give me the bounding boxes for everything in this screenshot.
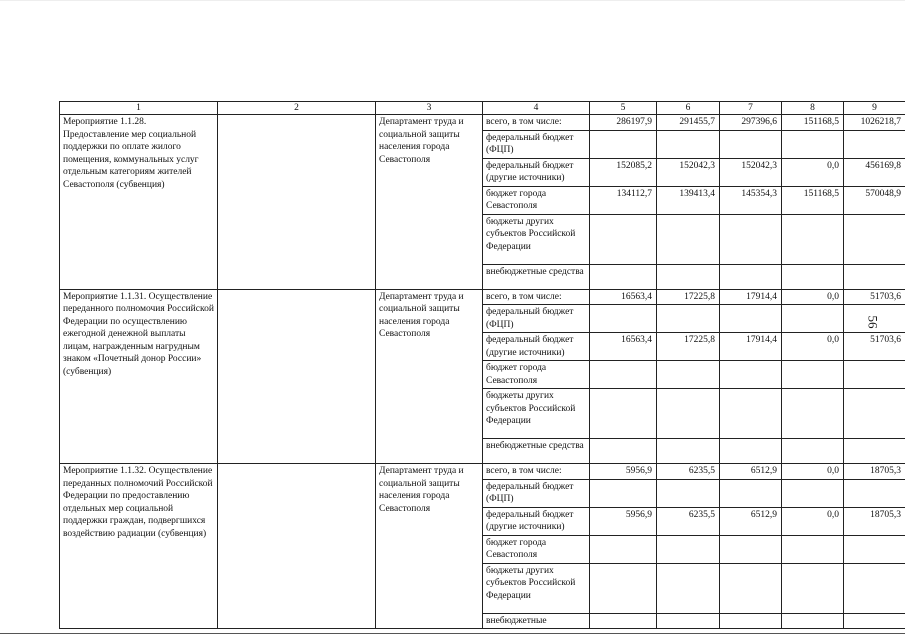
- value-col8: [782, 305, 844, 333]
- value-col6: [657, 535, 720, 563]
- column-header: 8: [782, 102, 844, 115]
- funding-source: внебюджетные средства: [483, 264, 590, 289]
- value-col6: [657, 613, 720, 629]
- funding-source: всего, в том числе:: [483, 289, 590, 305]
- value-col6: 6235,5: [657, 464, 720, 480]
- value-col6: [657, 130, 720, 158]
- activity-title: Мероприятие 1.1.32. Осуществление переданных полномочий Российской Федерации по предоставлению отдельных мер социальной поддержки граждан, подвергшихся воздействию радиации (субвенция): [60, 464, 218, 629]
- funding-source: федеральный бюджет (ФЦП): [483, 479, 590, 507]
- activity-col2: [218, 289, 376, 464]
- activity-executor: Департамент труда и социальной защиты населения города Севастополя: [376, 289, 483, 464]
- value-col5: [590, 479, 657, 507]
- value-col6: [657, 214, 720, 264]
- activity-executor: Департамент труда и социальной защиты населения города Севастополя: [376, 115, 483, 290]
- funding-source: федеральный бюджет (ФЦП): [483, 305, 590, 333]
- funding-source: всего, в том числе:: [483, 464, 590, 480]
- value-col9: 18705,3: [844, 507, 905, 535]
- activity-col2: [218, 115, 376, 290]
- funding-source: бюджет города Севастополя: [483, 535, 590, 563]
- value-col7: [720, 361, 782, 389]
- funding-source: федеральный бюджет (другие источники): [483, 507, 590, 535]
- value-col5: [590, 613, 657, 629]
- value-col8: 0,0: [782, 464, 844, 480]
- activity-title: Мероприятие 1.1.31. Осуществление переданного полномочия Российской Федерации по осуществлению ежегодной денежной выплаты лицам, награжденным нагрудным знаком «Почетный донор России» (субвенция): [60, 289, 218, 464]
- value-col7: [720, 305, 782, 333]
- column-header: 2: [218, 102, 376, 115]
- value-col5: 5956,9: [590, 507, 657, 535]
- column-header: 4: [483, 102, 590, 115]
- value-col9: [844, 439, 905, 464]
- column-header: 6: [657, 102, 720, 115]
- value-col5: [590, 305, 657, 333]
- funding-source: всего, в том числе:: [483, 115, 590, 131]
- value-col9: [844, 361, 905, 389]
- page-number: 56: [865, 315, 881, 329]
- value-col6: [657, 563, 720, 613]
- activity-row: [60, 289, 905, 305]
- value-col8: [782, 214, 844, 264]
- value-col9: [844, 389, 905, 439]
- funding-source: бюджеты других субъектов Российской Федерации: [483, 214, 590, 264]
- value-col8: [782, 439, 844, 464]
- value-col6: [657, 264, 720, 289]
- column-header: 9: [844, 102, 905, 115]
- value-col6: [657, 439, 720, 464]
- value-col8: 151168,5: [782, 115, 844, 131]
- value-col9: [844, 563, 905, 613]
- value-col7: [720, 613, 782, 629]
- table-body: [60, 102, 905, 629]
- value-col5: 152085,2: [590, 158, 657, 186]
- value-col7: [720, 563, 782, 613]
- value-col6: 139413,4: [657, 186, 720, 214]
- value-col5: [590, 389, 657, 439]
- value-col6: 6235,5: [657, 507, 720, 535]
- column-number-row: [60, 102, 905, 115]
- value-col7: 152042,3: [720, 158, 782, 186]
- value-col6: 17225,8: [657, 333, 720, 361]
- value-col6: [657, 479, 720, 507]
- value-col5: [590, 214, 657, 264]
- funding-source: бюджеты других субъектов Российской Федерации: [483, 389, 590, 439]
- value-col7: 17914,4: [720, 333, 782, 361]
- value-col8: [782, 563, 844, 613]
- value-col5: 5956,9: [590, 464, 657, 480]
- value-col9: [844, 535, 905, 563]
- value-col5: [590, 563, 657, 613]
- value-col7: 6512,9: [720, 507, 782, 535]
- value-col5: [590, 361, 657, 389]
- value-col9: 1026218,7: [844, 115, 905, 131]
- value-col9: [844, 214, 905, 264]
- value-col8: 0,0: [782, 333, 844, 361]
- value-col8: 0,0: [782, 158, 844, 186]
- value-col8: 0,0: [782, 507, 844, 535]
- value-col8: [782, 264, 844, 289]
- value-col9: [844, 130, 905, 158]
- column-header: 7: [720, 102, 782, 115]
- value-col8: [782, 361, 844, 389]
- value-col5: 286197,9: [590, 115, 657, 131]
- value-col9: [844, 264, 905, 289]
- value-col9: [844, 613, 905, 629]
- value-col6: [657, 389, 720, 439]
- value-col5: 16563,4: [590, 289, 657, 305]
- value-col7: [720, 479, 782, 507]
- value-col7: [720, 535, 782, 563]
- column-header: 5: [590, 102, 657, 115]
- activity-row: [60, 464, 905, 480]
- value-col7: [720, 264, 782, 289]
- value-col9: 456169,8: [844, 158, 905, 186]
- funding-source: федеральный бюджет (другие источники): [483, 333, 590, 361]
- value-col8: [782, 613, 844, 629]
- activity-col2: [218, 464, 376, 629]
- value-col8: [782, 479, 844, 507]
- value-col7: 17914,4: [720, 289, 782, 305]
- value-col8: 151168,5: [782, 186, 844, 214]
- value-col9: 51703,6: [844, 289, 905, 305]
- value-col5: [590, 130, 657, 158]
- value-col5: [590, 439, 657, 464]
- value-col9: 570048,9: [844, 186, 905, 214]
- funding-source: внебюджетные: [483, 613, 590, 629]
- funding-source: федеральный бюджет (ФЦП): [483, 130, 590, 158]
- value-col7: 6512,9: [720, 464, 782, 480]
- value-col7: [720, 389, 782, 439]
- funding-source: внебюджетные средства: [483, 439, 590, 464]
- funding-source: бюджет города Севастополя: [483, 361, 590, 389]
- value-col7: [720, 439, 782, 464]
- value-col5: [590, 264, 657, 289]
- value-col7: 297396,6: [720, 115, 782, 131]
- value-col6: 17225,8: [657, 289, 720, 305]
- value-col6: [657, 305, 720, 333]
- value-col8: [782, 389, 844, 439]
- value-col6: 291455,7: [657, 115, 720, 131]
- value-col8: [782, 535, 844, 563]
- activity-executor: Департамент труда и социальной защиты населения города Севастополя: [376, 464, 483, 629]
- bottom-rule: [0, 633, 905, 634]
- value-col9: [844, 479, 905, 507]
- activity-row: [60, 115, 905, 131]
- funding-source: федеральный бюджет (другие источники): [483, 158, 590, 186]
- funding-source: бюджеты других субъектов Российской Федерации: [483, 563, 590, 613]
- value-col5: 134112,7: [590, 186, 657, 214]
- value-col9: 51703,6: [844, 333, 905, 361]
- column-header: 3: [376, 102, 483, 115]
- value-col7: [720, 130, 782, 158]
- value-col7: [720, 214, 782, 264]
- funding-source: бюджет города Севастополя: [483, 186, 590, 214]
- value-col5: [590, 535, 657, 563]
- value-col7: 145354,3: [720, 186, 782, 214]
- budget-table: [59, 101, 905, 629]
- page-top-edge: [0, 0, 905, 1]
- value-col5: 16563,4: [590, 333, 657, 361]
- column-header: 1: [60, 102, 218, 115]
- activity-title: Мероприятие 1.1.28. Предоставление мер социальной поддержки по оплате жилого помещения, коммунальных услуг отдельным категориям жителей Севастополя (субвенция): [60, 115, 218, 290]
- value-col8: 0,0: [782, 289, 844, 305]
- value-col6: 152042,3: [657, 158, 720, 186]
- value-col9: 18705,3: [844, 464, 905, 480]
- value-col6: [657, 361, 720, 389]
- value-col8: [782, 130, 844, 158]
